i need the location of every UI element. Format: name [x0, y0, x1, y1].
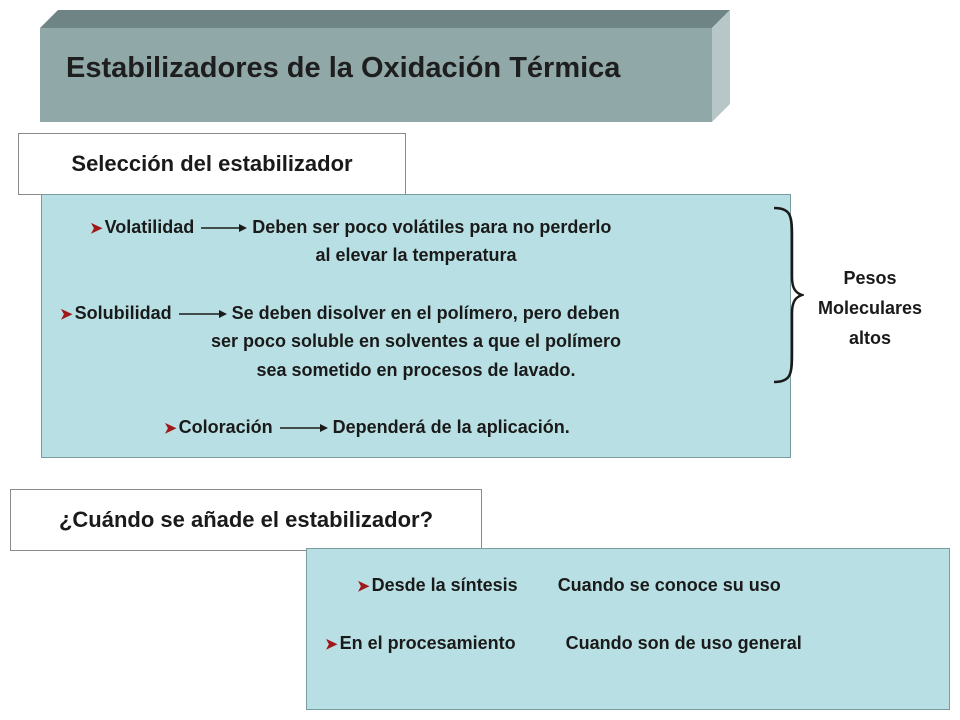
page-title: Estabilizadores de la Oxidación Térmica: [66, 52, 621, 84]
bullet-arrow-icon: ➤: [325, 636, 338, 653]
brace-note-line: altos: [848, 328, 891, 348]
when-panel: [306, 548, 950, 710]
item-term: Volatilidad: [104, 217, 195, 237]
bullet-arrow-icon: ➤: [164, 420, 177, 437]
list-item: [90, 217, 611, 238]
bullet-arrow-icon: ➤: [357, 578, 370, 595]
list-item: [60, 303, 620, 324]
item-term: Coloración: [178, 417, 273, 437]
list-item: [357, 575, 781, 596]
item-description-cont: al elevar la temperatura: [315, 245, 517, 265]
item-description: Cuando se conoce su uso: [557, 575, 781, 595]
selection-panel: [41, 194, 791, 458]
brace-note-line: Moleculares: [817, 298, 923, 318]
section-heading-when: ¿Cuándo se añade el estabilizador?: [10, 489, 482, 551]
arrow-right-icon: [199, 223, 247, 233]
arrow-right-icon: [523, 581, 553, 591]
section-heading-selection: Selección del estabilizador: [18, 133, 406, 195]
item-description-cont: sea sometido en procesos de lavado.: [256, 360, 576, 380]
item-description: Cuando son de uso general: [565, 633, 802, 653]
item-description: Se deben disolver en el polímero, pero deben: [231, 303, 620, 323]
item-description: Dependerá de la aplicación.: [332, 417, 570, 437]
bullet-arrow-icon: ➤: [90, 220, 103, 237]
brace-note: [790, 263, 950, 353]
item-term: En el procesamiento: [339, 633, 516, 653]
list-item: [164, 417, 570, 438]
arrow-right-icon: [521, 639, 561, 649]
item-term: Solubilidad: [74, 303, 172, 323]
arrow-right-icon: [177, 309, 227, 319]
arrow-right-icon: [278, 423, 328, 433]
bullet-arrow-icon: ➤: [60, 306, 73, 323]
item-description: Deben ser poco volátiles para no perderlo: [252, 217, 612, 237]
item-term: Desde la síntesis: [371, 575, 518, 595]
item-description-cont: ser poco soluble en solventes a que el polímero: [210, 331, 622, 351]
list-item: [325, 633, 802, 654]
brace-note-line: Pesos: [843, 268, 897, 288]
